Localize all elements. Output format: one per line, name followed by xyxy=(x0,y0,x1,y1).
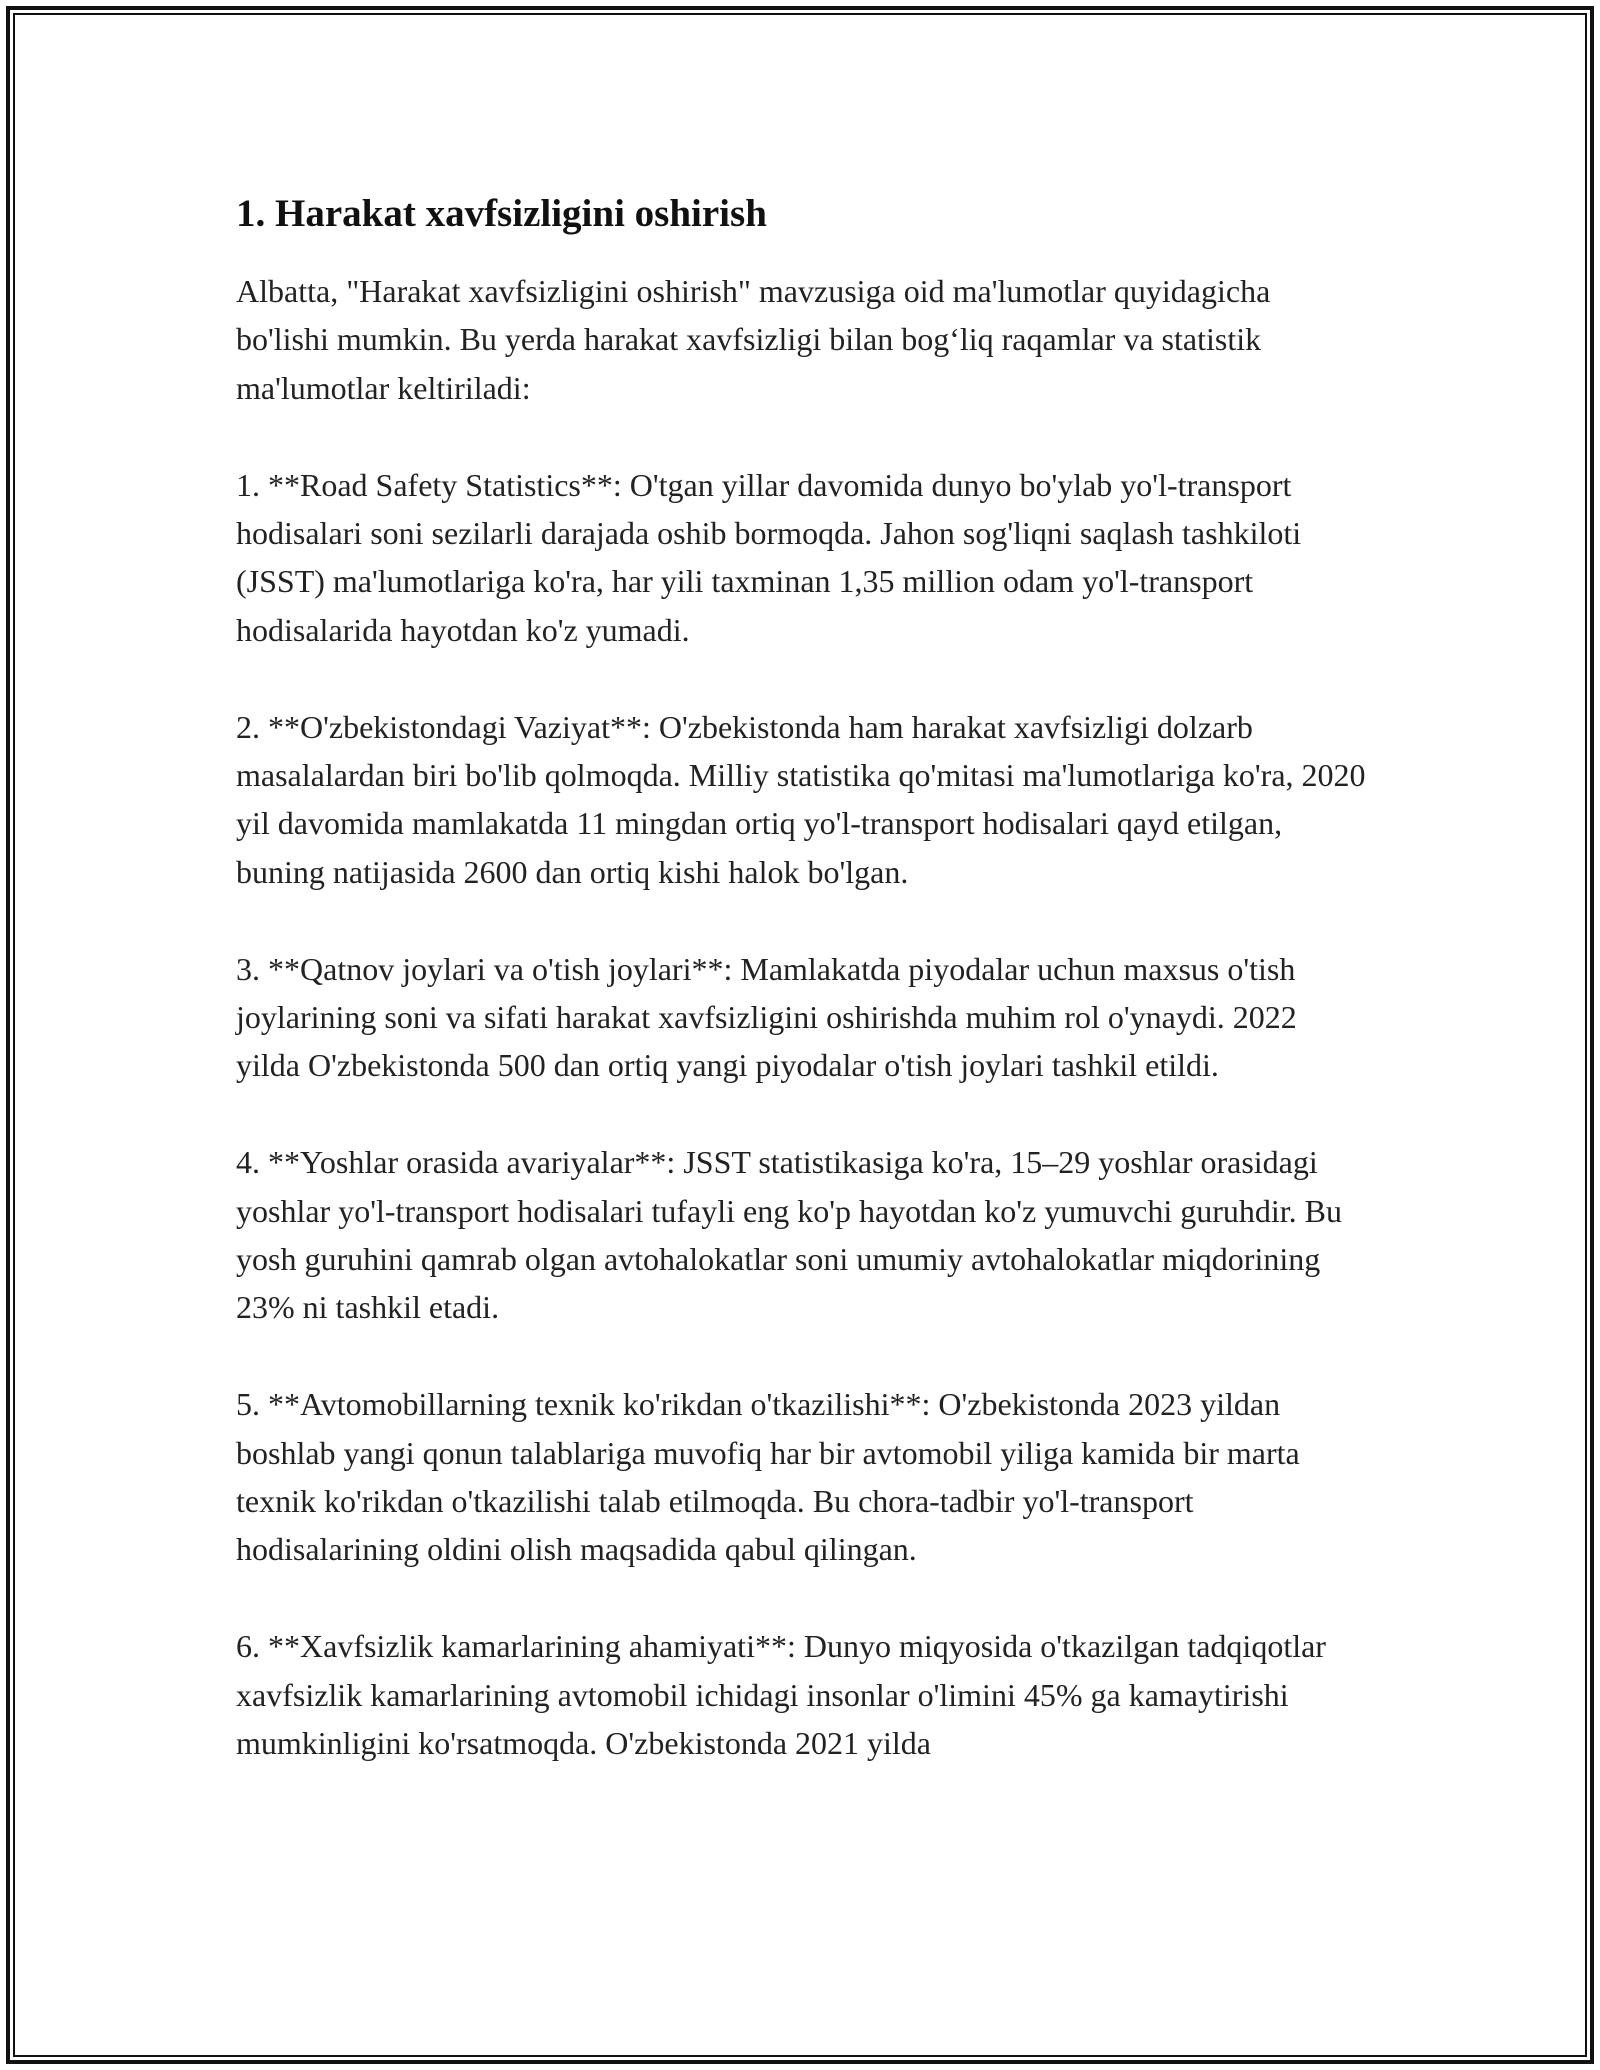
document-body xyxy=(236,186,1366,1816)
list-item: 3. **Qatnov joylari va o'tish joylari**: Mamlakatda piyodalar uchun maxsus o'tish joylarining soni va sifati harakat xavfsizligini oshirishda muhim rol o'ynaydi. 2022 yilda O'zbekistonda 500 dan ortiq yangi piyodalar o'tish joylari tashkil etildi. xyxy=(236,950,1297,1084)
list-item: 4. **Yoshlar orasida avariyalar**: JSST statistikasiga ko'ra, 15–29 yoshlar orasidagi yoshlar yo'l-transport hodisalari tufayli eng ko'p hayotdan ko'z yumuvchi guruhdir. Bu yosh guruhini qamrab olgan avtohalokatlar soni umumiy avtohalokatlar miqdorining 23% ni tashkil etadi. xyxy=(236,1144,1342,1326)
document-title: 1. Harakat xavfsizligini oshirish xyxy=(236,192,767,235)
intro-paragraph: Albatta, "Harakat xavfsizligini oshirish" mavzusiga oid ma'lumotlar quyidagicha bo'lishi mumkin. Bu yerda harakat xavfsizligi bilan bog‘liq raqamlar va statistik ma'lumotlar keltiriladi: xyxy=(236,273,1271,406)
list-item: 6. **Xavfsizlik kamarlarining ahamiyati**: Dunyo miqyosida o'tkazilgan tadqiqotlar xavfsizlik kamarlarining avtomobil ichidagi insonlar o'limini 45% ga kamaytirishi mumkinligini ko'rsatmoqda. O'zbekistonda 2021 yilda xyxy=(236,1628,1326,1762)
list-item: 2. **O'zbekistondagi Vaziyat**: O'zbekistonda ham harakat xavfsizligi dolzarb masalalardan biri bo'lib qolmoqda. Milliy statistika qo'mitasi ma'lumotlariga ko'ra, 2020 yil davomida mamlakatda 11 mingdan ortiq yo'l-transport hodisalari qayd etilgan, buning natijasida 2600 dan ortiq kishi halok bo'lgan. xyxy=(236,708,1366,890)
list-item: 1. **Road Safety Statistics**: O'tgan yillar davomida dunyo bo'ylab yo'l-transport hodisalari soni sezilarli darajada oshib bormoqda. Jahon sog'liqni saqlash tashkiloti (JSST) ma'lumotlariga ko'ra, har yili taxminan 1,35 million odam yo'l-transport hodisalarida hayotdan ko'z yumadi. xyxy=(236,466,1302,648)
list-item: 5. **Avtomobillarning texnik ko'rikdan o'tkazilishi**: O'zbekistonda 2023 yildan boshlab yangi qonun talablariga muvofiq har bir avtomobil yiliga kamida bir marta texnik ko'rikdan o'tkazilishi talab etilmoqda. Bu chora-tadbir yo'l-transport hodisalarining oldini olish maqsadida qabul qilingan. xyxy=(236,1386,1300,1568)
